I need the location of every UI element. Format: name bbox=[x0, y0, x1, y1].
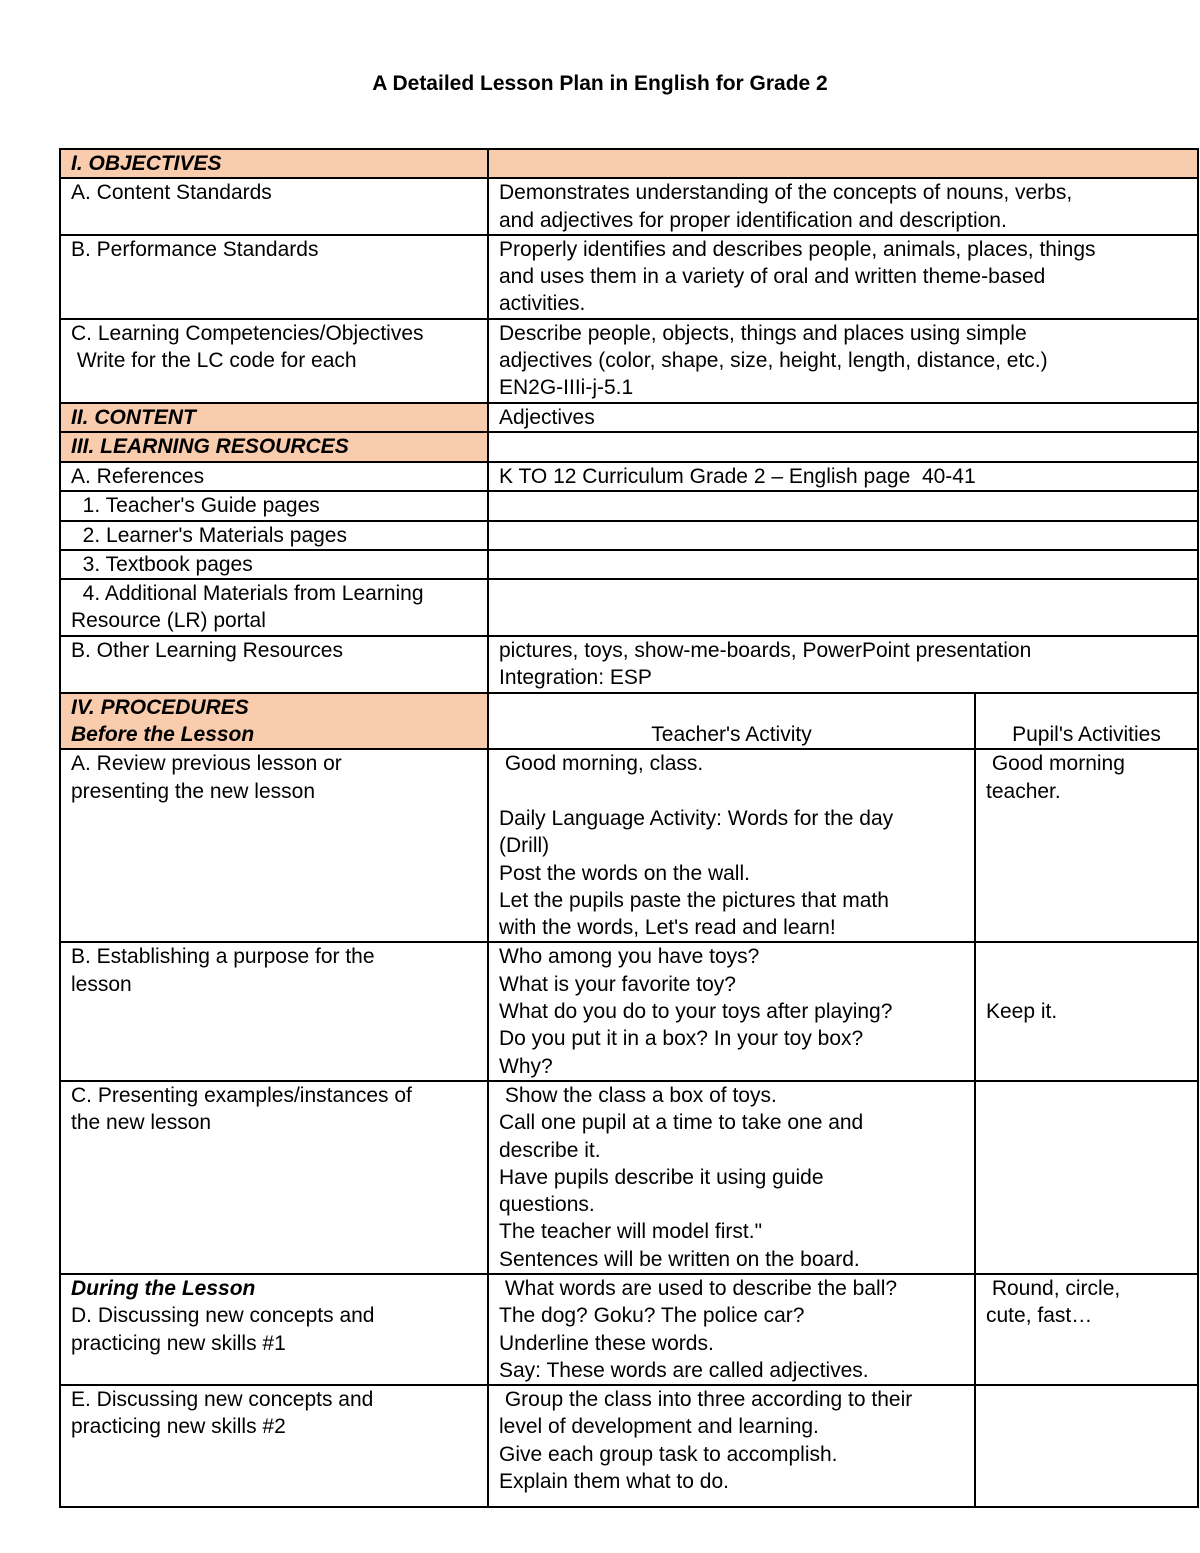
content-standards-label: A. Content Standards bbox=[60, 178, 488, 235]
procedure-d-pupil bbox=[975, 1274, 1198, 1385]
text-line: Good morning bbox=[986, 752, 1125, 776]
other-resources-value bbox=[488, 636, 1198, 693]
procedure-row-a bbox=[60, 749, 1198, 942]
procedure-b-label bbox=[60, 942, 488, 1080]
blank-line bbox=[499, 778, 964, 805]
content-value: Adjectives bbox=[488, 403, 1198, 432]
procedure-d-label bbox=[60, 1274, 488, 1385]
procedures-heading: IV. PROCEDURES bbox=[71, 695, 249, 719]
text-line: Daily Language Activity: Words for the day bbox=[499, 806, 894, 830]
text-line: teacher. bbox=[986, 779, 1061, 803]
text-line: Good morning, class. bbox=[499, 752, 704, 776]
text-line: level of development and learning. bbox=[499, 1415, 819, 1439]
text-line: questions. bbox=[499, 1193, 595, 1217]
text-line: and uses them in a variety of oral and written theme-based bbox=[499, 265, 1046, 289]
blank-line bbox=[986, 971, 1187, 998]
procedure-d-teacher bbox=[488, 1274, 975, 1385]
content-row bbox=[60, 403, 1198, 432]
text-line: Properly identifies and describes people, animals, places, things bbox=[499, 237, 1096, 261]
text-line: with the words, Let's read and learn! bbox=[499, 916, 836, 940]
text-line: Why? bbox=[499, 1054, 553, 1078]
procedure-c-label bbox=[60, 1081, 488, 1274]
performance-standards-value bbox=[488, 235, 1198, 319]
text-line: What do you do to your toys after playing? bbox=[499, 1000, 893, 1024]
text-line: E. Discussing new concepts and bbox=[71, 1388, 374, 1412]
competencies-row bbox=[60, 319, 1198, 403]
text-line: Call one pupil at a time to take one and bbox=[499, 1111, 864, 1135]
content-heading: II. CONTENT bbox=[60, 403, 488, 432]
text-line: The dog? Goku? The police car? bbox=[499, 1304, 805, 1328]
textbook-label: 3. Textbook pages bbox=[60, 550, 488, 579]
procedures-heading-cell bbox=[60, 693, 488, 750]
competencies-label bbox=[60, 319, 488, 403]
procedures-header-row bbox=[60, 693, 1198, 750]
text-line: EN2G-IIIi-j-5.1 bbox=[499, 376, 634, 400]
performance-standards-label: B. Performance Standards bbox=[60, 235, 488, 319]
text-line: What is your favorite toy? bbox=[499, 972, 736, 996]
references-value: K TO 12 Curriculum Grade 2 – English page 40-41 bbox=[488, 462, 1198, 491]
additional-materials-label bbox=[60, 579, 488, 636]
text-line: Integration: ESP bbox=[499, 666, 652, 690]
teachers-guide-row bbox=[60, 491, 1198, 520]
procedure-c-pupil bbox=[975, 1081, 1198, 1274]
procedure-row-c bbox=[60, 1081, 1198, 1274]
text-line: What words are used to describe the ball? bbox=[499, 1276, 898, 1300]
objectives-heading-blank bbox=[488, 149, 1198, 178]
text-line: B. Establishing a purpose for the bbox=[71, 945, 375, 969]
objectives-header-row bbox=[60, 149, 1198, 178]
text-line: cute, fast… bbox=[986, 1304, 1093, 1328]
text-line: C. Learning Competencies/Objectives bbox=[71, 321, 424, 345]
text-line: Show the class a box of toys. bbox=[499, 1083, 777, 1107]
text-line: The teacher will model first." bbox=[499, 1220, 763, 1244]
resources-heading-blank bbox=[488, 432, 1198, 462]
text-line: Round, circle, bbox=[986, 1276, 1121, 1300]
lesson-plan-table bbox=[59, 148, 1199, 1508]
procedure-a-label bbox=[60, 749, 488, 942]
resources-header-row bbox=[60, 432, 1198, 462]
text-line: Sentences will be written on the board. bbox=[499, 1247, 860, 1271]
before-lesson-heading: Before the Lesson bbox=[71, 723, 255, 747]
text-line: Say: These words are called adjectives. bbox=[499, 1358, 869, 1382]
text-line: Demonstrates understanding of the concepts of nouns, verbs, bbox=[499, 181, 1073, 205]
text-line: Group the class into three according to their bbox=[499, 1388, 913, 1412]
text-line: C. Presenting examples/instances of bbox=[71, 1083, 412, 1107]
procedure-row-e bbox=[60, 1385, 1198, 1507]
performance-standards-row bbox=[60, 235, 1198, 319]
text-line: practicing new skills #1 bbox=[71, 1331, 286, 1355]
references-label: A. References bbox=[60, 462, 488, 491]
procedure-b-pupil bbox=[975, 942, 1198, 1080]
procedure-e-teacher bbox=[488, 1385, 975, 1507]
text-line: Have pupils describe it using guide bbox=[499, 1165, 824, 1189]
content-standards-row bbox=[60, 178, 1198, 235]
procedure-a-pupil bbox=[975, 749, 1198, 942]
other-resources-row bbox=[60, 636, 1198, 693]
document-title: A Detailed Lesson Plan in English for Grade 2 bbox=[372, 72, 828, 95]
text-line: Explain them what to do. bbox=[499, 1470, 729, 1494]
procedure-c-teacher bbox=[488, 1081, 975, 1274]
text-line: Underline these words. bbox=[499, 1331, 714, 1355]
text-line: Do you put it in a box? In your toy box? bbox=[499, 1027, 864, 1051]
teachers-guide-value bbox=[488, 491, 1198, 520]
text-line: activities. bbox=[499, 292, 586, 316]
text-line: (Drill) bbox=[499, 834, 550, 858]
text-line: the new lesson bbox=[71, 1111, 212, 1135]
procedure-row-b bbox=[60, 942, 1198, 1080]
procedure-row-d bbox=[60, 1274, 1198, 1385]
learners-materials-label: 2. Learner's Materials pages bbox=[60, 521, 488, 550]
procedure-e-pupil bbox=[975, 1385, 1198, 1507]
text-line: Write for the LC code for each bbox=[71, 349, 357, 373]
text-line: practicing new skills #2 bbox=[71, 1415, 286, 1439]
competencies-value bbox=[488, 319, 1198, 403]
during-lesson-heading: During the Lesson bbox=[71, 1276, 256, 1300]
additional-materials-row bbox=[60, 579, 1198, 636]
text-line: Post the words on the wall. bbox=[499, 861, 750, 885]
procedure-a-teacher bbox=[488, 749, 975, 942]
learners-materials-row bbox=[60, 521, 1198, 550]
text-line: 4. Additional Materials from Learning bbox=[71, 582, 424, 606]
text-line: describe it. bbox=[499, 1138, 601, 1162]
text-line: and adjectives for proper identification and description. bbox=[499, 208, 1007, 232]
text-line: pictures, toys, show-me-boards, PowerPoint presentation bbox=[499, 639, 1032, 663]
blank-line bbox=[986, 943, 1187, 970]
text-line: Resource (LR) portal bbox=[71, 609, 266, 633]
teachers-guide-label: 1. Teacher's Guide pages bbox=[60, 491, 488, 520]
text-line: Keep it. bbox=[986, 1000, 1058, 1024]
text-line: A. Review previous lesson or bbox=[71, 752, 342, 776]
text-line: Who among you have toys? bbox=[499, 945, 760, 969]
additional-materials-value bbox=[488, 579, 1198, 636]
text-line: D. Discussing new concepts and bbox=[71, 1304, 375, 1328]
resources-heading: III. LEARNING RESOURCES bbox=[60, 432, 488, 462]
textbook-row bbox=[60, 550, 1198, 579]
references-row bbox=[60, 462, 1198, 491]
textbook-value bbox=[488, 550, 1198, 579]
objectives-heading: I. OBJECTIVES bbox=[60, 149, 488, 178]
text-line: presenting the new lesson bbox=[71, 779, 315, 803]
teacher-activity-header: Teacher's Activity bbox=[488, 693, 975, 750]
procedure-b-teacher bbox=[488, 942, 975, 1080]
content-standards-value bbox=[488, 178, 1198, 235]
text-line: Describe people, objects, things and places using simple bbox=[499, 321, 1027, 345]
text-line: Give each group task to accomplish. bbox=[499, 1442, 838, 1466]
text-line: Let the pupils paste the pictures that math bbox=[499, 888, 889, 912]
pupil-activities-header: Pupil's Activities bbox=[975, 693, 1198, 750]
procedure-e-label bbox=[60, 1385, 488, 1507]
text-line: lesson bbox=[71, 972, 132, 996]
learners-materials-value bbox=[488, 521, 1198, 550]
text-line: adjectives (color, shape, size, height, length, distance, etc.) bbox=[499, 349, 1048, 373]
other-resources-label: B. Other Learning Resources bbox=[60, 636, 488, 693]
